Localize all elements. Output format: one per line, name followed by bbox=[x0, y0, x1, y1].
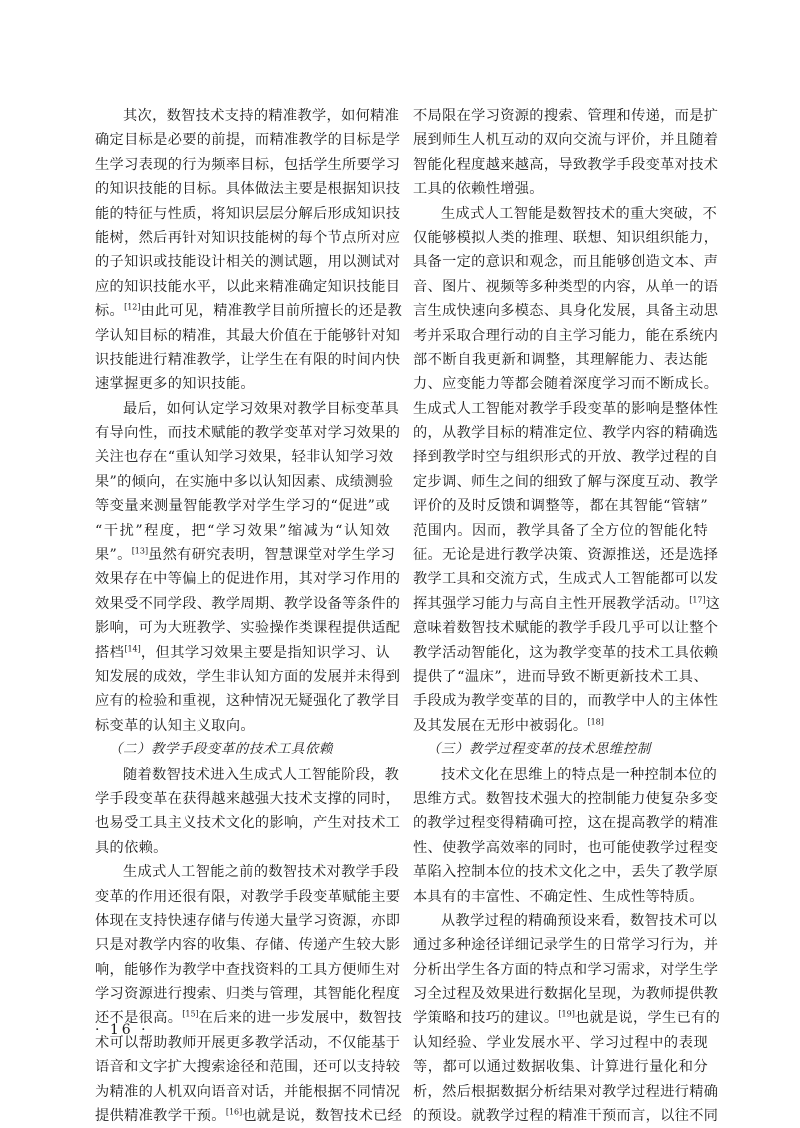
text-line: 最后，如何认定学习效果对教学目标变革具 bbox=[123, 400, 400, 417]
text-line: 定步调、师生之间的细致了解与深度互动、教学 bbox=[413, 473, 719, 490]
text-line: “干扰”程度，把“学习效果”缩减为“认知效 bbox=[95, 522, 390, 539]
text-line: 工具的依赖性增强。 bbox=[413, 181, 544, 198]
text-line: 果”。[13]虽然有研究表明，智慧课堂对学生学习 bbox=[95, 546, 396, 564]
text-line: 习全过程及效果进行数据化呈现，为教师提供教 bbox=[413, 986, 719, 1003]
text-line: 为精准的人机双向语音对话，并能根据不同情况 bbox=[95, 1083, 401, 1100]
text-line: 语音和文字扩大搜索途径和范围，还可以支持较 bbox=[95, 1059, 401, 1076]
right-column bbox=[413, 104, 721, 1128]
text-line: 标变革的认知主义取向。 bbox=[95, 717, 255, 734]
text-line: 生成式人工智能之前的数智技术对教学手段 bbox=[123, 864, 400, 881]
text-line: 通过多种途径详细记录学生的日常学习行为，并 bbox=[413, 937, 719, 954]
left-column bbox=[95, 104, 403, 1128]
page-number: · 16 · bbox=[95, 1022, 149, 1038]
text-line: 知发展的成效，学生非认知方面的发展并未得到 bbox=[95, 668, 401, 685]
text-line: 的知识技能的目标。具体做法主要是根据知识技 bbox=[95, 181, 401, 198]
text-line: 技术文化在思维上的特点是一种控制本位的 bbox=[441, 766, 718, 783]
text-line: 速掌握更多的知识技能。 bbox=[95, 376, 255, 393]
text-line: 教学工具和交流方式，生成式人工智能都可以发 bbox=[413, 571, 719, 588]
text-line: 择到教学时空与组织形式的开放、教学过程的自 bbox=[413, 449, 719, 466]
text-line: 也易受工具主义技术文化的影响，产生对技术工 bbox=[95, 815, 401, 832]
text-line: 果”的倾向，在实施中多以认知因素、成绩测验 bbox=[95, 473, 394, 490]
text-line: 等，都可以通过数据收集、计算进行量化和分 bbox=[413, 1059, 708, 1076]
text-line: 的预设。就教学过程的精准干预而言，以往不同 bbox=[413, 1108, 719, 1125]
text-line: 响，能够作为教学中查找资料的工具方便师生对 bbox=[95, 961, 401, 978]
text-line: 应有的检验和重视，这种情况无疑强化了教学目 bbox=[95, 693, 401, 710]
text-line: 及其发展在无形中被弱化。[18] bbox=[413, 717, 604, 734]
text-line: 能的特征与性质，将知识层层分解后形成知识技 bbox=[95, 205, 401, 222]
section-heading: （二）教学手段变革的技术工具依赖 bbox=[109, 742, 333, 758]
text-line: 体现在支持快速存储与传递大量学习资源，亦即 bbox=[95, 912, 401, 929]
text-line: 学手段变革在获得越来越强大技术支撑的同时， bbox=[95, 790, 401, 807]
text-line: 提供精准教学干预。[16]也就是说，数智技术已经 bbox=[95, 1107, 403, 1125]
text-line: 教学活动智能化，这为教学变革的技术工具依赖 bbox=[413, 644, 719, 661]
text-line: 生学习表现的行为频率目标，包括学生所要学习 bbox=[95, 156, 401, 173]
text-line: 具备一定的意识和观念，而且能够创造文本、声 bbox=[413, 254, 719, 271]
text-line: 挥其强学习能力与高自主性开展教学活动。[17]这 bbox=[413, 595, 721, 612]
text-line: 其次，数智技术支持的精准教学，如何精准 bbox=[123, 108, 400, 124]
text-line: 言生成快速向多模态、具身化发展，具备主动思 bbox=[413, 303, 719, 320]
text-line: 展到师生人机互动的双向交流与评价，并且随着 bbox=[413, 132, 719, 149]
text-line: 革陷入控制本位的技术文化之中，丢失了教学原 bbox=[413, 864, 719, 881]
text-line: 学策略和技巧的建议。[19]也就是说，学生已有的 bbox=[413, 1009, 721, 1027]
text-line: 等变量来测量智能教学对学生学习的“促进”或 bbox=[95, 498, 390, 515]
text-line: 学认知目标的精准，其最大价值在于能够针对知 bbox=[95, 327, 401, 344]
text-line: 力、应变能力等都会随着深度学习而不断成长。 bbox=[413, 376, 719, 393]
text-line: 本具有的丰富性、不确定性、生成性等特质。 bbox=[413, 888, 704, 905]
text-line: 能树，然后再针对知识技能树的每个节点所对应 bbox=[95, 229, 401, 246]
text-line: 生成式人工智能是数智技术的重大突破，不 bbox=[441, 205, 718, 222]
text-line: 搭档[14]，但其学习效果主要是指知识学习、认 bbox=[95, 643, 390, 661]
text-line: 学习资源进行搜索、归类与管理，其智能化程度 bbox=[95, 986, 401, 1003]
text-line: 认知经验、学业发展水平、学习过程中的表现 bbox=[413, 1034, 708, 1051]
text-line: 效果存在中等偏上的促进作用，其对学习作用的 bbox=[95, 571, 401, 588]
text-line: 提供了“温床”，进而导致不断更新技术工具、 bbox=[413, 668, 708, 685]
text-line: 效果受不同学段、教学周期、教学设备等条件的 bbox=[95, 595, 401, 612]
text-line: 的，从教学目标的精准定位、教学内容的精确选 bbox=[413, 425, 719, 442]
text-line: 变革的作用还很有限，对教学手段变革赋能主要 bbox=[95, 888, 401, 905]
text-line: 智能化程度越来越高，导致教学手段变革对技术 bbox=[413, 156, 719, 173]
text-line: 考并采取合理行动的自主学习能力，能在系统内 bbox=[413, 327, 719, 344]
text-line: 有导向性，而技术赋能的教学变革对学习效果的 bbox=[95, 425, 401, 442]
text-line: 具的依赖。 bbox=[95, 839, 168, 856]
text-line: 术可以帮助教师开展更多教学活动，不仅能基于 bbox=[95, 1034, 401, 1051]
section-heading: （三）教学过程变革的技术思维控制 bbox=[427, 742, 651, 758]
text-line: 析，然后根据数据分析结果对教学过程进行精确 bbox=[413, 1083, 719, 1100]
text-line: 还不是很高。[15]在后来的进一步发展中，数智技 bbox=[95, 1009, 403, 1027]
text-line: 范围内。因而，教学具备了全方位的智能化特 bbox=[413, 522, 708, 539]
text-line: 随着数智技术进入生成式人工智能阶段，教 bbox=[123, 766, 400, 783]
text-line: 从教学过程的精确预设来看，数智技术可以 bbox=[441, 912, 718, 929]
text-line: 确定目标是必要的前提，而精准教学的目标是学 bbox=[95, 132, 401, 149]
text-line: 评价的及时反馈和调整等，都在其智能“管辖” bbox=[413, 498, 708, 515]
text-line: 性、使教学高效率的同时，也可能使教学过程变 bbox=[413, 839, 719, 856]
text-line: 识技能进行精准教学，让学生在有限的时间内快 bbox=[95, 351, 401, 368]
text-line: 关注也存在“重认知学习效果，轻非认知学习效 bbox=[95, 449, 394, 466]
text-line: 意味着数智技术赋能的教学手段几乎可以让整个 bbox=[413, 620, 719, 637]
text-line: 分析出学生各方面的特点和学习需求，对学生学 bbox=[413, 961, 719, 978]
text-line: 音、图片、视频等多种类型的内容，从单一的语 bbox=[413, 278, 719, 295]
text-line: 部不断自我更新和调整，其理解能力、表达能 bbox=[413, 351, 708, 368]
text-line: 生成式人工智能对教学手段变革的影响是整体性 bbox=[413, 400, 719, 417]
text-line: 不局限在学习资源的搜索、管理和传递，而是扩 bbox=[413, 108, 719, 124]
text-line: 思维方式。数智技术强大的控制能力使复杂多变 bbox=[413, 790, 719, 807]
text-line: 征。无论是进行教学决策、资源推送，还是选择 bbox=[413, 547, 719, 564]
text-line: 应的知识技能水平，以此来精准确定知识技能目 bbox=[95, 278, 401, 295]
text-line: 标。[12]由此可见，精准教学目前所擅长的还是教 bbox=[95, 302, 403, 320]
text-line: 手段成为教学变革的目的，而教学中人的主体性 bbox=[413, 693, 719, 710]
text-line: 影响，可为大班教学、实验操作类课程提供适配 bbox=[95, 620, 401, 637]
text-line: 只是对教学内容的收集、存储、传递产生较大影 bbox=[95, 937, 401, 954]
text-line: 仅能够模拟人类的推理、联想、知识组织能力， bbox=[413, 229, 719, 246]
text-line: 的教学过程变得精确可控，这在提高教学的精准 bbox=[413, 815, 719, 832]
text-line: 的子知识或技能设计相关的测试题，用以测试对 bbox=[95, 254, 401, 271]
